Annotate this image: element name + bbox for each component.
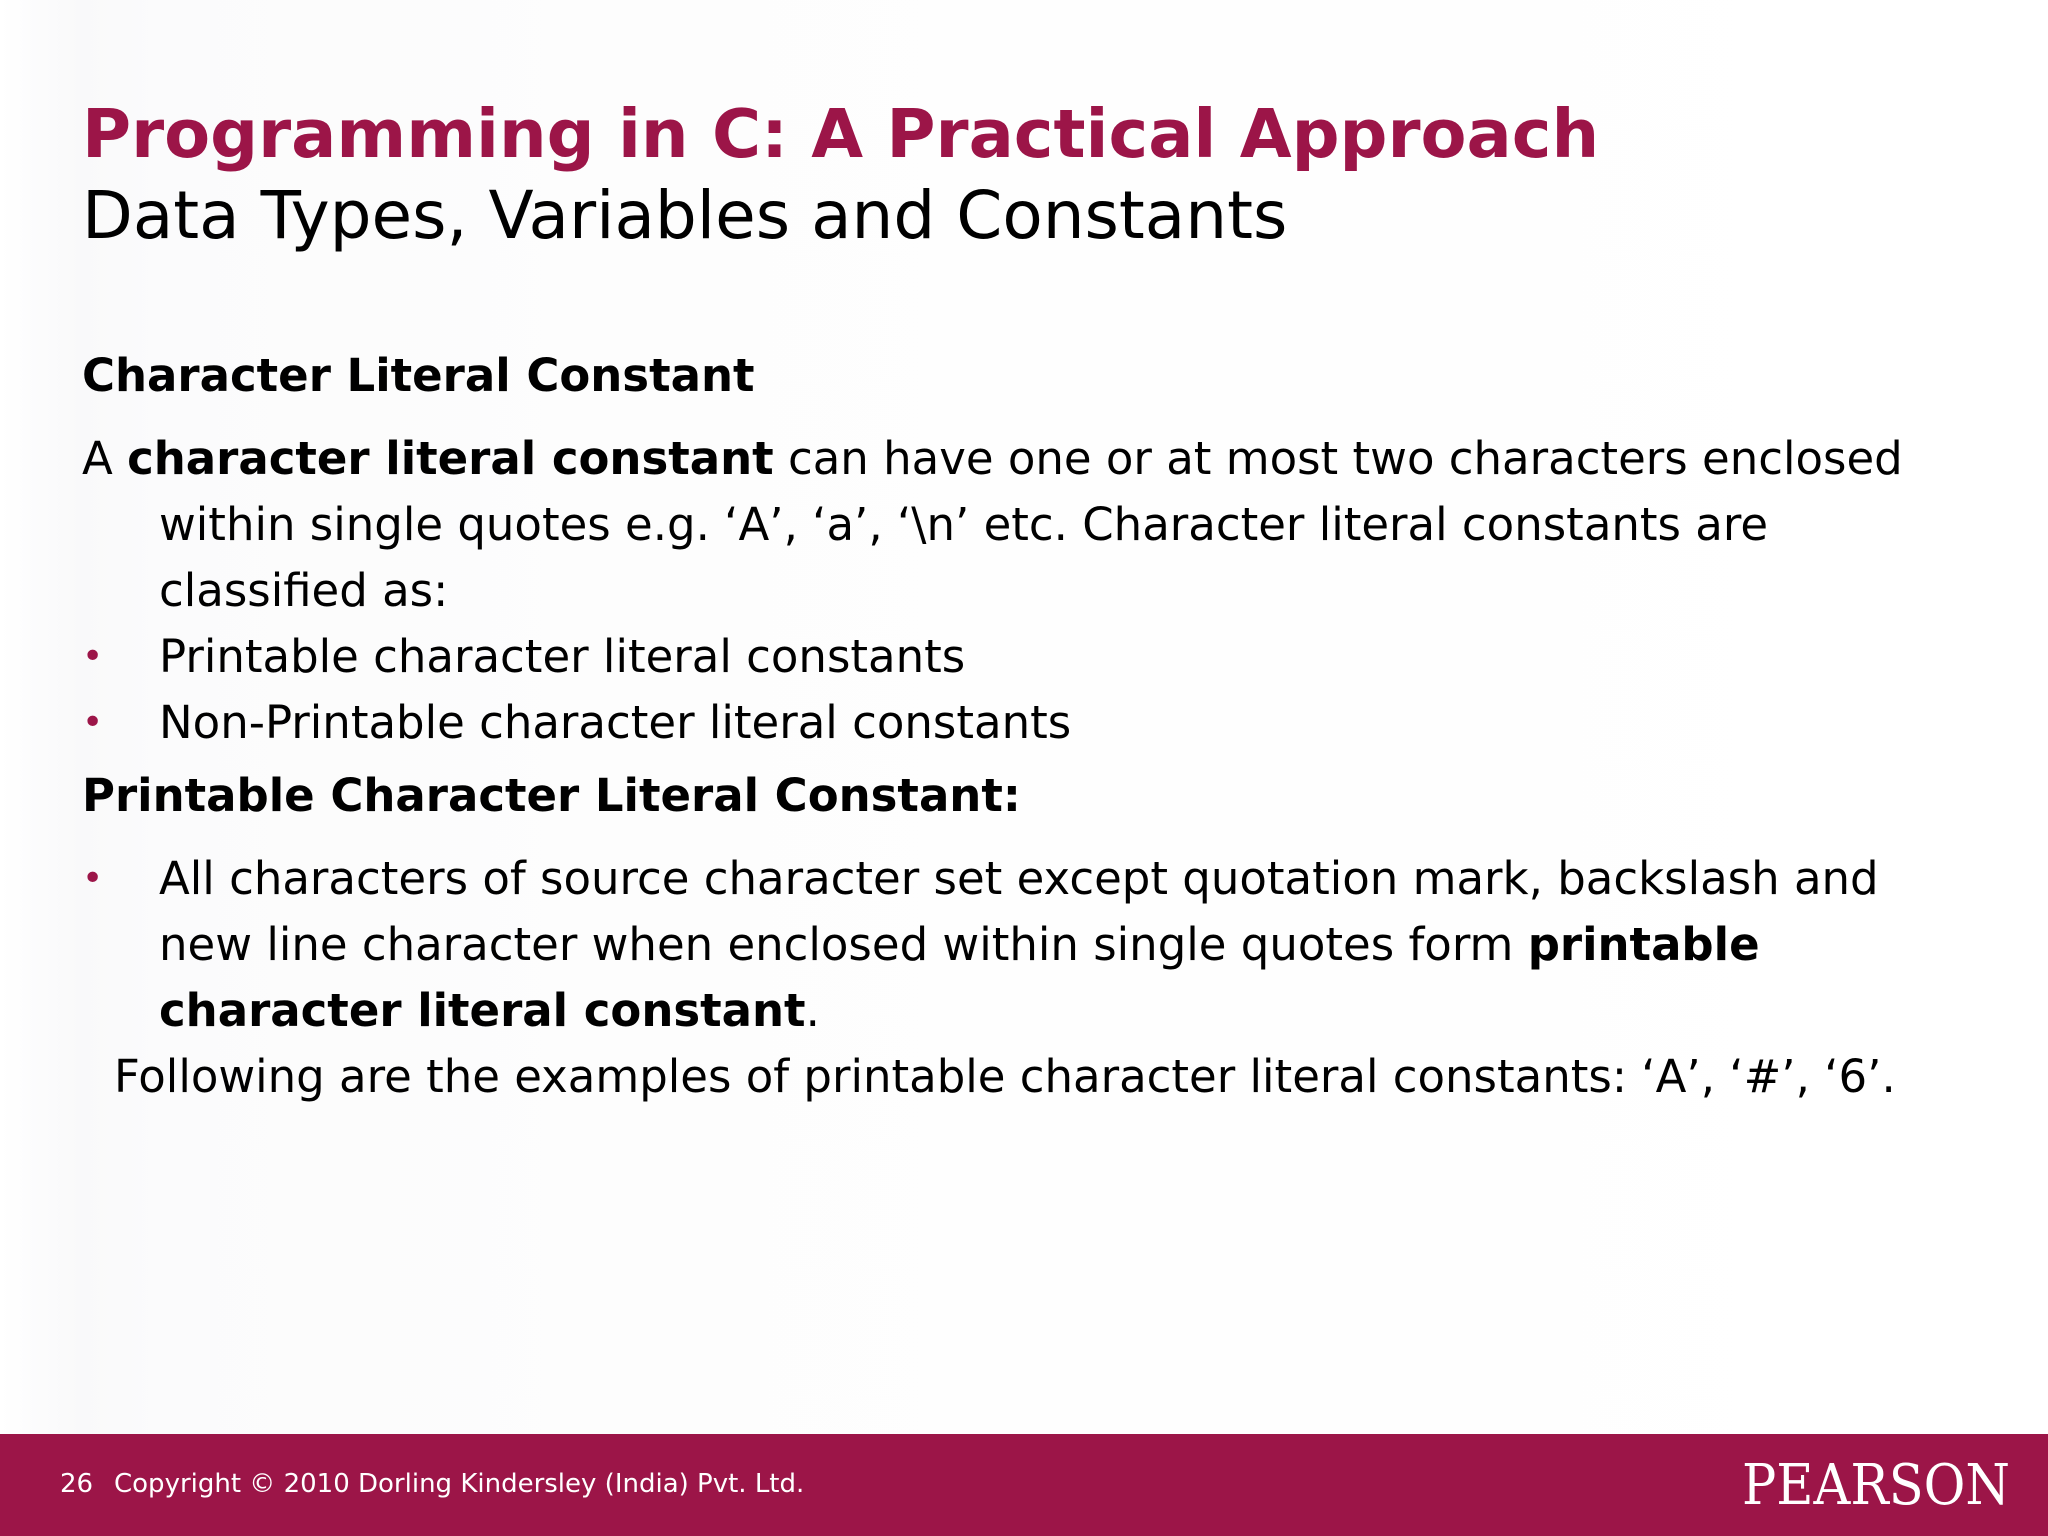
svg-text:PEARSON: PEARSON — [1742, 1454, 2010, 1514]
examples-line: Following are the examples of printable character literal constants: ‘A’, ‘#’, ‘6’. — [114, 1050, 1896, 1103]
list-item — [82, 846, 1982, 1044]
bullet-icon: • — [82, 636, 104, 677]
slide-content — [82, 348, 1982, 1110]
slide-subtitle: Data Types, Variables and Constants — [82, 177, 1288, 254]
slide-title: Programming in C: A Practical Approach — [82, 95, 1600, 173]
section-heading-character-literal: Character Literal Constant — [82, 349, 755, 402]
intro-bold-term: character literal constant — [127, 432, 774, 485]
printable-suffix: . — [805, 984, 820, 1037]
copyright-text: Copyright © 2010 Dorling Kindersley (India) Pvt. Ltd. — [114, 1469, 805, 1499]
list-item — [82, 690, 1982, 756]
page-number: 26 — [60, 1469, 94, 1499]
printable-prefix: All characters of source character set except quotation mark, backslash and new line character when enclosed within single quotes form — [159, 852, 1879, 971]
printable-list — [82, 846, 1982, 1044]
bullet-icon: • — [82, 858, 104, 899]
printable-bold-term: printable character literal constant — [159, 918, 1760, 1037]
list-item-text: Printable character literal constants — [159, 630, 966, 683]
section-heading-printable: Printable Character Literal Constant: — [82, 769, 1021, 822]
classification-list — [82, 624, 1982, 756]
bullet-icon: • — [82, 702, 104, 743]
pearson-logo — [1742, 1454, 2012, 1514]
intro-prefix: A — [82, 432, 128, 485]
footer-bar — [0, 1434, 2048, 1536]
list-item — [82, 624, 1982, 690]
intro-paragraph — [82, 426, 1982, 624]
intro-suffix: can have one or at most two characters enclosed within single quotes e.g. ‘A’, ‘a’, ‘\n’ etc. Character literal constants are classified as: — [159, 432, 1903, 617]
list-item-text: Non-Printable character literal constants — [159, 696, 1072, 749]
